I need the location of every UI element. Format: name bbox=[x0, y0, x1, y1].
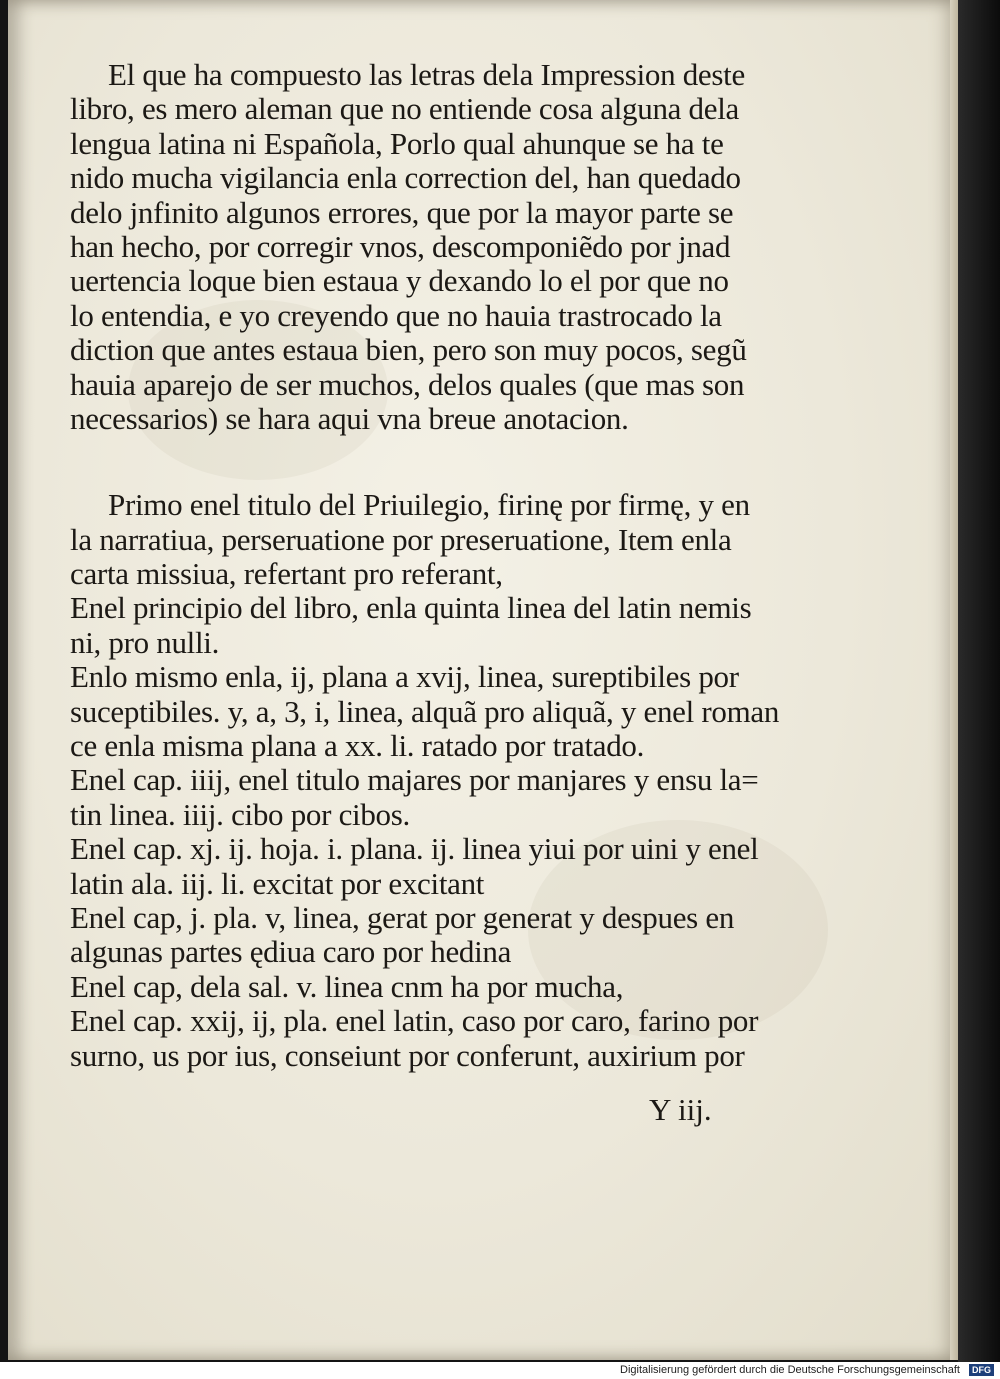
text-line: Enel cap, j. pla. v, linea, gerat por generat y despues en bbox=[70, 899, 735, 935]
text-line: necessarios) se hara aqui vna breue anotacion. bbox=[70, 400, 629, 436]
text-line: ni, pro nulli. bbox=[70, 624, 220, 660]
text-line: tin linea. iiij. cibo por cibos. bbox=[70, 796, 410, 832]
text-line: han hecho, por corregir vnos, descomponiẽdo por jnad bbox=[70, 228, 731, 264]
dfg-logo-icon: DFG bbox=[969, 1364, 994, 1376]
text-line: latin ala. iij. li. excitat por excitant bbox=[70, 865, 485, 901]
text-line: suceptibiles. y, a, 3, i, linea, alquã pro aliquã, y enel roman bbox=[70, 693, 780, 729]
text-line: Enel cap. xxij, ij, pla. enel latin, caso por caro, farino por bbox=[70, 1003, 759, 1039]
paragraph-gap bbox=[70, 436, 790, 488]
text-line: libro, es mero aleman que no entiende cosa alguna dela bbox=[70, 91, 739, 127]
text-line: lo entendia, e yo creyendo que no hauia trastrocado la bbox=[70, 297, 722, 333]
text-line: Enel principio del libro, enla quinta linea del latin nemis bbox=[70, 590, 752, 626]
text-line: la narratiua, perseruatione por preseruatione, Item enla bbox=[70, 521, 732, 557]
text-line: hauia aparejo de ser muchos, delos quales (que mas son bbox=[70, 366, 745, 402]
text-line: surno, us por ius, conseiunt por conferunt, auxirium por bbox=[70, 1037, 745, 1073]
digitization-footer bbox=[0, 1362, 1000, 1379]
text-line: uertencia loque bien estaua y dexando lo el por que no bbox=[70, 263, 729, 299]
text-line: delo jnfinito algunos errores, que por la mayor parte se bbox=[70, 194, 734, 230]
paragraph-errata-intro bbox=[70, 58, 790, 436]
paragraph-errata-list bbox=[70, 488, 790, 1073]
text-line: ce enla misma plana a xx. li. ratado por tratado. bbox=[70, 728, 645, 764]
text-line: El que ha compuesto las letras dela Impression deste bbox=[108, 57, 745, 92]
text-line: Enel cap. iiij, enel titulo majares por manjares y ensu la= bbox=[70, 762, 759, 798]
text-line: algunas partes ędiua caro por hedina bbox=[70, 934, 512, 970]
text-line: carta missiua, refertant pro referant, bbox=[70, 556, 503, 592]
text-line: lengua latina ni Española, Porlo qual ahunque se ha te bbox=[70, 125, 724, 161]
text-line: nido mucha vigilancia enla correction del, han quedado bbox=[70, 160, 741, 196]
page-edge bbox=[950, 0, 958, 1360]
book-page bbox=[8, 0, 958, 1360]
signature-mark: Y iij. bbox=[649, 1092, 712, 1127]
text-line: diction que antes estaua bien, pero son muy pocos, segũ bbox=[70, 332, 747, 368]
text-line: Primo enel titulo del Priuilegio, firinę por firmę, y en bbox=[108, 487, 750, 523]
text-line: Enel cap, dela sal. v. linea cnm ha por mucha, bbox=[70, 968, 624, 1004]
book-spine bbox=[958, 0, 1000, 1362]
funding-credit: Digitalisierung gefördert durch die Deutsche Forschungsgemeinschaft bbox=[620, 1364, 960, 1376]
text-line: Enlo mismo enla, ij, plana a xvij, linea, sureptibiles por bbox=[70, 659, 739, 695]
page-text bbox=[70, 58, 790, 1073]
text-line: Enel cap. xj. ij. hoja. i. plana. ij. linea yiui por uini y enel bbox=[70, 831, 759, 867]
